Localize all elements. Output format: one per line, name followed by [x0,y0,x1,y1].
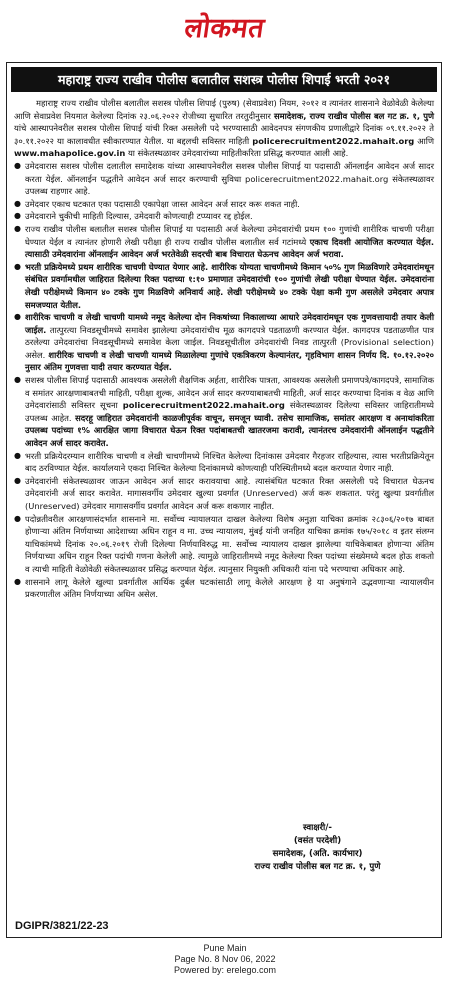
page-number-date: Page No. 8 Nov 06, 2022 [174,954,276,964]
instruction-list [14,160,434,601]
list-item: ● भरती प्रक्रियेदरम्यान शारीरिक चाचणी व लेखी चाचणीमध्ये निश्चित केलेल्या दिनांकास उमेदवार गैरहजर राहिल्यास, त्यास भरतीप्रक्रियेतून बाद ठरविण्यात येईल. कार्यालयाने एकदा निश्चित केलेल्या दिनांकामध्ये कोणत्याही परिस्थितीमध्ये बदल करण्यात येणार नाही. [14,450,434,475]
masthead [0,6,450,46]
edition-name: Pune Main [203,943,247,953]
list-item: ● राज्य राखीव पोलीस बलातील सशस्त्र पोलीस शिपाई या पदासाठी अर्ज केलेल्या उमेदवारांची प्रथम १०० गुणांची शारीरिक चाचणी परीक्षा घेण्यात येईल व त्यानंतर होणारी लेखी परीक्षा ही राज्य राखीव पोलीस बलातील सर्व गटांमध्ये एकाच दिवशी आयोजित करण्यात येईल. त्यासाठी उमेदवारांना ऑनलाईन आवेदन अर्ज भरतेवेळी सदरची बाब विचारात घेऊनच आवेदन अर्ज भरावा. [14,223,434,261]
list-item: ● शारीरिक चाचणी व लेखी चाचणी यामध्ये नमूद केलेल्या दोन निकषांच्या निकालाच्या आधारे उमेदवारांमधून एक गुणवत्तायादी तयार केली जाईल. तात्पुरत्या निवडसूचीमध्ये समावेश झालेल्या उमेदवारांचीच मूळ कागदपत्रे पडताळणी करण्यात येईल. कागदपत्र पडताळणीत पात्र ठरलेल्या उमेदवारांचा निवडसूचीमध्ये समावेश केला जाईल. निवडसूचीतील उमेदवारांची निवड तात्पुरती (Provisional selection) असेल. शारीरिक चाचणी व लेखी चाचणी यामध्ये मिळालेल्या गुणांचे एकत्रिकरण केल्यानंतर, गृहविभाग शासन निर्णय दि. १०.१२.२०२० नुसार अंतिम गुणवत्ता यादी तयार करण्यात येईल. [14,311,434,374]
signatory-name: (वसंत परदेशी) [293,836,342,846]
page-footer [0,943,450,976]
powered-by: Powered by: erelego.com [173,965,277,975]
list-item: ● पदोन्नतीवरील आरक्षणासंदर्भात शासनाने मा. सर्वोच्च न्यायालयात दाखल केलेल्या विशेष अनुज्ञा याचिका क्रमांक २८३०६/२०१७ बाबत होणाऱ्या अंतिम निर्णयाच्या आदेशाच्या अधिन राहून व मा. उच्च न्यायालय, मुंबई यांनी जनहित याचिका क्रमांक १७५/२०१८ व इतर संलग्न याचिकांमध्ये दिनांक २०.०६.२०१९ रोजी दिलेल्या निर्णयाविरुद्ध मा. सर्वोच्च न्यायालय दाखल झालेल्या याचिकेबाबत होणाऱ्या अंतिम निर्णयाच्या अधिन राहून रिक्त पदांची गणना केलेली आहे. त्यामुळे जाहिरातीमध्ये नमूद केलेल्या रिक्त पदांच्या संख्येमध्ये बदल होऊ शकतो व त्याची माहिती वेळोवेळी संकेतस्थळावर प्रसिद्ध करण्यात येईल. त्यानुसार नियुक्ती अधिकारी यांना पदे भरण्याचा अधिकार आहे. [14,513,434,576]
intro-paragraph: महाराष्ट्र राज्य राखीव पोलीस बलातील सशस्त्र पोलीस शिपाई (पुरुष) (सेवाप्रवेश) नियम, २०१२ व त्यानंतर शासनाने वेळोवेळी केलेल्या आणि सेवाप्रवेश नियमात केलेल्या दिनांक २३.०६.२०२२ रोजीच्या सुधारित तरतुदीनुसार समादेशक, राज्य राखीव पोलीस बल गट क्र. १, पुणे यांचे आस्थापनेवरील सशस्त्र पोलीस शिपाई यांची रिक्त असलेली पदे भरण्यासाठी आवेदनपत्र संगणकीय प्रणालीद्वारे दिनांक ०९.११.२०२२ ते ३०.११.२०२२ या कालावधीत स्वीकारण्यात येतील. या बद्दलची सविस्तर माहिती policerecruitment2022.mahait.org आणि www.mahapolice.gov.in या संकेतस्थळावर उमेदवारांच्या माहितीकरिता प्रसिद्ध करण्यात आली आहे. [14,98,435,159]
signatory-designation: समादेशक, (अति. कार्यभार) [272,849,363,859]
newspaper-logo: लोकमत [182,12,267,44]
list-item: ● उमेदवाराने चुकीची माहिती दिल्यास, उमेदवारी कोणत्याही टप्प्यावर रद्द होईल. [14,210,434,223]
list-item: ● उमेदवारांनी संकेतस्थळावर जाऊन आवेदन अर्ज सादर करावयाचा आहे. त्यासंबंधित घटकात रिक्त असलेली पदे विचारात घेऊनच उमेदवारांनी अर्ज सादर करावेत. मागासवर्गीय उमेदवार खुल्या प्रवर्गात (Unreserved) अर्ज करू शकतात. परंतु खुल्या प्रवर्गातील (Unreserved) उमेदवार मागासवर्गीय प्रवर्गात आवेदन अर्ज करू शकणार नाहीत. [14,475,434,513]
list-item: ● भरती प्रक्रियेमध्ये प्रथम शारीरिक चाचणी घेण्यात येणार आहे. शारीरिक योग्यता चाचणीमध्ये किमान ५०% गुण मिळविणारे उमेदवारांमधून संबंधित प्रवर्गामधील जाहिरात दिलेल्या रिक्त पदाच्या १:१० प्रमाणात उमेदवारांची १०० गुणांची लेखी परीक्षा घेण्यात येईल. उमेदवारांना लेखी परीक्षेमध्ये किमान ४० टक्के गुण मिळविणे अनिवार्य आहे. लेखी परीक्षेमध्ये ४० टक्के पेक्षा कमी गुण असलेले उमेदवार अपात्र समजण्यात येतील. [14,261,434,311]
signatory-office: राज्य राखीव पोलीस बल गट क्र. १, पुणे [254,862,381,872]
police-website-link[interactable]: www.mahapolice.gov.in [14,148,126,159]
recruitment-website-link[interactable]: policerecruitment2022.mahait.org [122,400,285,411]
notice-headline: महाराष्ट्र राज्य राखीव पोलीस बलातील सशस्त्र पोलीस शिपाई भरती २०२१ [11,67,437,92]
list-item: ● उमेदवारास सशस्त्र पोलीस दलातील समादेशक यांच्या आस्थापनेवरील सशस्त्र पोलीस शिपाई या पदासाठी ऑनलाईन आवेदन अर्ज सादर करता येईल. ऑनलाईन पद्धतीने आवेदन अर्ज सादर करण्याची सुविधा policerecruitment2022.mahait.org संकेतस्थळावर उपलब्ध राहणार आहे. [14,160,434,198]
notice-body [7,94,441,601]
recruitment-website-link[interactable]: policerecruitment2022.mahait.org [252,135,415,146]
list-item: ● सशस्त्र पोलीस शिपाई पदासाठी आवश्यक असलेली शैक्षणिक अर्हता, शारीरिक पात्रता, आवश्यक असलेली प्रमाणपत्रे/कागदपत्रे, सामाजिक व समांतर आरक्षणाबाबतची माहिती, परीक्षा शुल्क, आवेदन अर्ज सादर करण्याबाबतची माहिती, अर्ज सादर करण्याचा दिनांक व वेळ आणि उमेदवारांसाठी सविस्तर सूचना policerecruitment2022.mahait.org संकेतस्थळावर दिलेल्या सविस्तर जाहिरातीमध्ये उपलब्ध आहेत. सदरहू जाहिरात उमेदवारांनी काळजीपूर्वक वाचून, समजून घ्यावी. तसेच सामाजिक, समांतर आरक्षण व अनाथांकरिता उपलब्ध पदांच्या १% आरक्षित जागा विचारात घेऊन रिक्त पदांबाबतची खातरजमा करावी, त्यानंतरच उमेदवारांनी ऑनलाईन पद्धतीने आवेदन अर्ज सादर करावेत. [14,374,434,450]
list-item: ● शासनाने लागू केलेले खुल्या प्रवर्गातील आर्थिक दुर्बल घटकांसाठी लागू केलेले आरक्षण हे या अनुषंगाने उद्भवणाऱ्या न्यायालयीन प्रकरणातील अंतिम निर्णयाच्या अधिन असेल. [14,576,434,601]
office-name: समादेशक, राज्य राखीव पोलीस बल गट क्र. १, पुणे [273,110,435,121]
list-item: ● उमेदवार एकाच घटकात एका पदासाठी एकापेक्षा जास्त आवेदन अर्ज सादर करू शकत नाही. [14,198,434,211]
dgipr-code: DGIPR/3821/22-23 [15,920,109,932]
signature-block [205,822,430,874]
signature-line: स्वाक्षरी/- [303,823,332,833]
recruitment-notice [6,62,442,938]
